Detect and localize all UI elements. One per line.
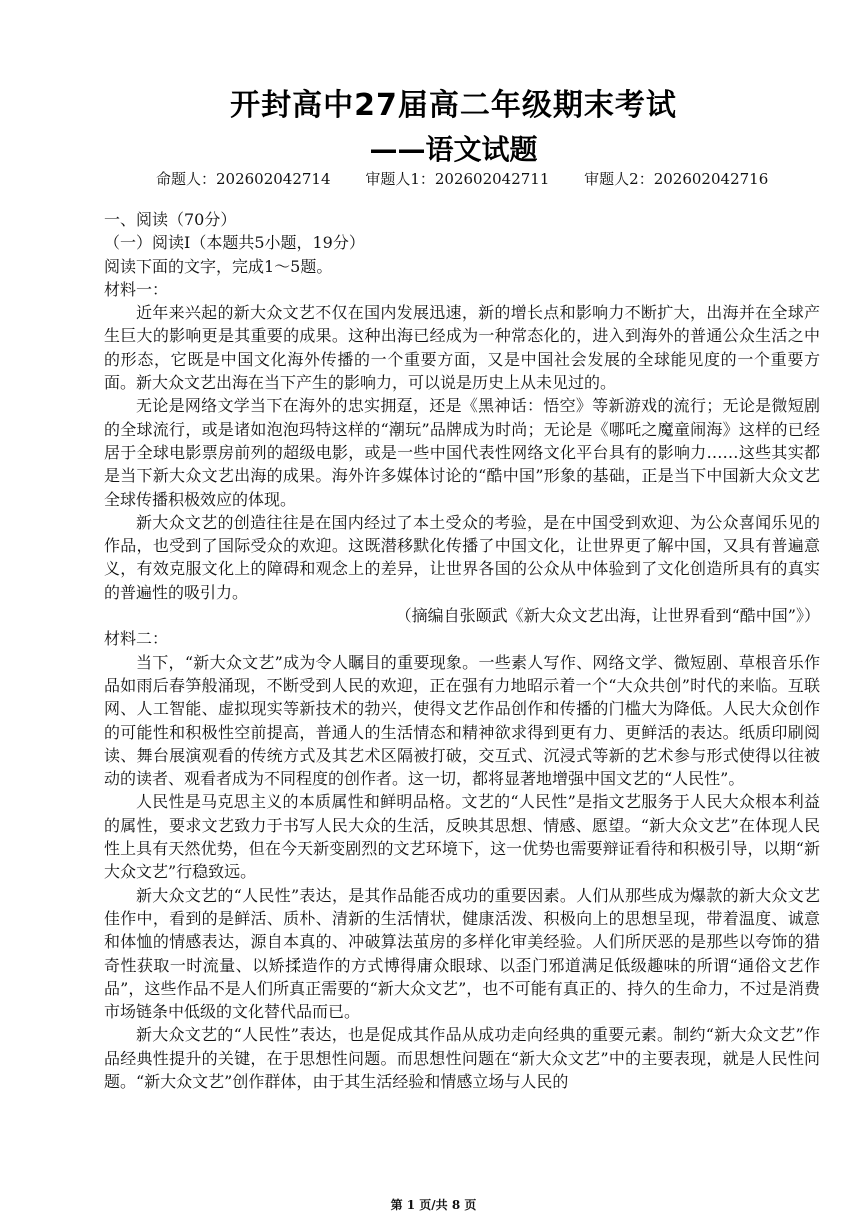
- reviewer-1: 审题人1：202602042711: [365, 170, 550, 188]
- material-2-paragraph: 人民性是马克思主义的本质属性和鲜明品格。文艺的“人民性”是指文艺服务于人民大众根本利益的属性，要求文艺致力于书写人民大众的生活，反映其思想、情感、愿望。“新大众文艺”在体现人民性上具有天然优势，但在今天新变剧烈的文艺环境下，这一优势也需要辩证看待和积极引导，以期“新大众文艺”行稳致远。: [104, 792, 820, 882]
- material-2-label: 材料二：: [104, 629, 169, 649]
- material-2-paragraph: 新大众文艺的“人民性”表达，是其作品能否成功的重要因素。人们从那些成为爆款的新大众文艺佳作中，看到的是鲜活、质朴、清新的生活情状，健康活泼、积极向上的思想呈现，带着温度、诚意和体恤的情感表达，源自本真的、冲破算法茧房的多样化审美经验。人们所厌恶的是那些以夸饰的猎奇性获取一时流量、以矫揉造作的方式博得庸众眼球、以歪门邪道满足低级趣味的所谓“通俗文艺作品”，这些作品不是人们所真正需要的“新大众文艺”，也不可能有真正的、持久的生命力，不过是消费市场链条中低级的文化替代品而已。: [104, 885, 820, 1022]
- material-1-source: （摘编自张颐武《新大众文艺出海，让世界看到“酷中国”》）: [395, 606, 820, 626]
- exam-authors: [156, 168, 798, 189]
- material-1-paragraph: 近年来兴起的新大众文艺不仅在国内发展迅速，新的增长点和影响力不断扩大，出海并在全球产生巨大的影响更是其重要的成果。这种出海已经成为一种常态化的，进入到海外的普通公众生活之中的形态，它既是中国文化海外传播的一个重要方面，又是中国社会发展的全球能见度的一个重要方面。新大众文艺出海在当下产生的影响力，可以说是历史上从未见过的。: [104, 303, 820, 393]
- material-1-paragraph: 新大众文艺的创造往往是在国内经过了本土受众的考验，是在中国受到欢迎、为公众喜闻乐见的作品，也受到了国际受众的欢迎。这既潜移默化传播了中国文化，让世界更了解中国，又具有普遍意义，有效克服文化上的障碍和观念上的差异，让世界各国的公众从中体验到了文化创造所具有的真实的普遍性的吸引力。: [104, 512, 820, 602]
- material-1-paragraph: 无论是网络文学当下在海外的忠实拥趸，还是《黑神话：悟空》等新游戏的流行；无论是微短剧的全球流行，或是诸如泡泡玛特这样的“潮玩”品牌成为时尚；无论是《哪吒之魔童闹海》这样的已经居于全球电影票房前列的超级电影，或是一些中国代表性网络文化平台具有的影响力……这些其实都是当下新大众文艺出海的成果。海外许多媒体讨论的“酷中国”形象的基础，正是当下中国新大众文艺全球传播积极效应的体现。: [104, 396, 820, 509]
- material-2-paragraph: 新大众文艺的“人民性”表达，也是促成其作品从成功走向经典的重要元素。制约“新大众文艺”作品经典性提升的关键，在于思想性问题。而思想性问题在“新大众文艺”中的主要表现，就是人民性问题。“新大众文艺”创作群体，由于其生活经验和情感立场与人民的: [104, 1025, 820, 1091]
- page-number: 第 1 页/共 8 页: [390, 1198, 477, 1212]
- material-1-label: 材料一：: [104, 279, 169, 299]
- section-heading: 一、阅读（70分）: [104, 210, 237, 229]
- exam-body: [104, 208, 820, 1093]
- proposer: 命题人：202602042714: [156, 170, 331, 188]
- exam-subtitle: ——语文试题: [369, 133, 538, 166]
- sub-heading: （一）阅读Ⅰ（本题共5小题，19分）: [104, 233, 365, 253]
- instruction: 阅读下面的文字，完成1～5题。: [104, 256, 333, 276]
- reviewer-2: 审题人2：202602042716: [584, 170, 769, 188]
- material-2-paragraph: 当下，“新大众文艺”成为令人瞩目的重要现象。一些素人写作、网络文学、微短剧、草根音乐作品如雨后春笋般涌现，不断受到人民的欢迎，正在强有力地昭示着一个“大众共创”时代的来临。互联网、人工智能、虚拟现实等新技术的勃兴，使得文艺作品创作和传播的门槛大为降低。人民大众创作的可能性和积极性空前提高，普通人的生活情态和精神欲求得到更有力、更鲜活的表达。纸质印刷阅读、舞台展演观看的传统方式及其艺术区隔被打破，交互式、沉浸式等新的艺术参与形式使得以往被动的读者、观看者成为不同程度的创作者。这一切，都将显著地增强中国文艺的“人民性”。: [104, 652, 820, 789]
- exam-title: 开封高中27届高二年级期末考试: [230, 88, 677, 123]
